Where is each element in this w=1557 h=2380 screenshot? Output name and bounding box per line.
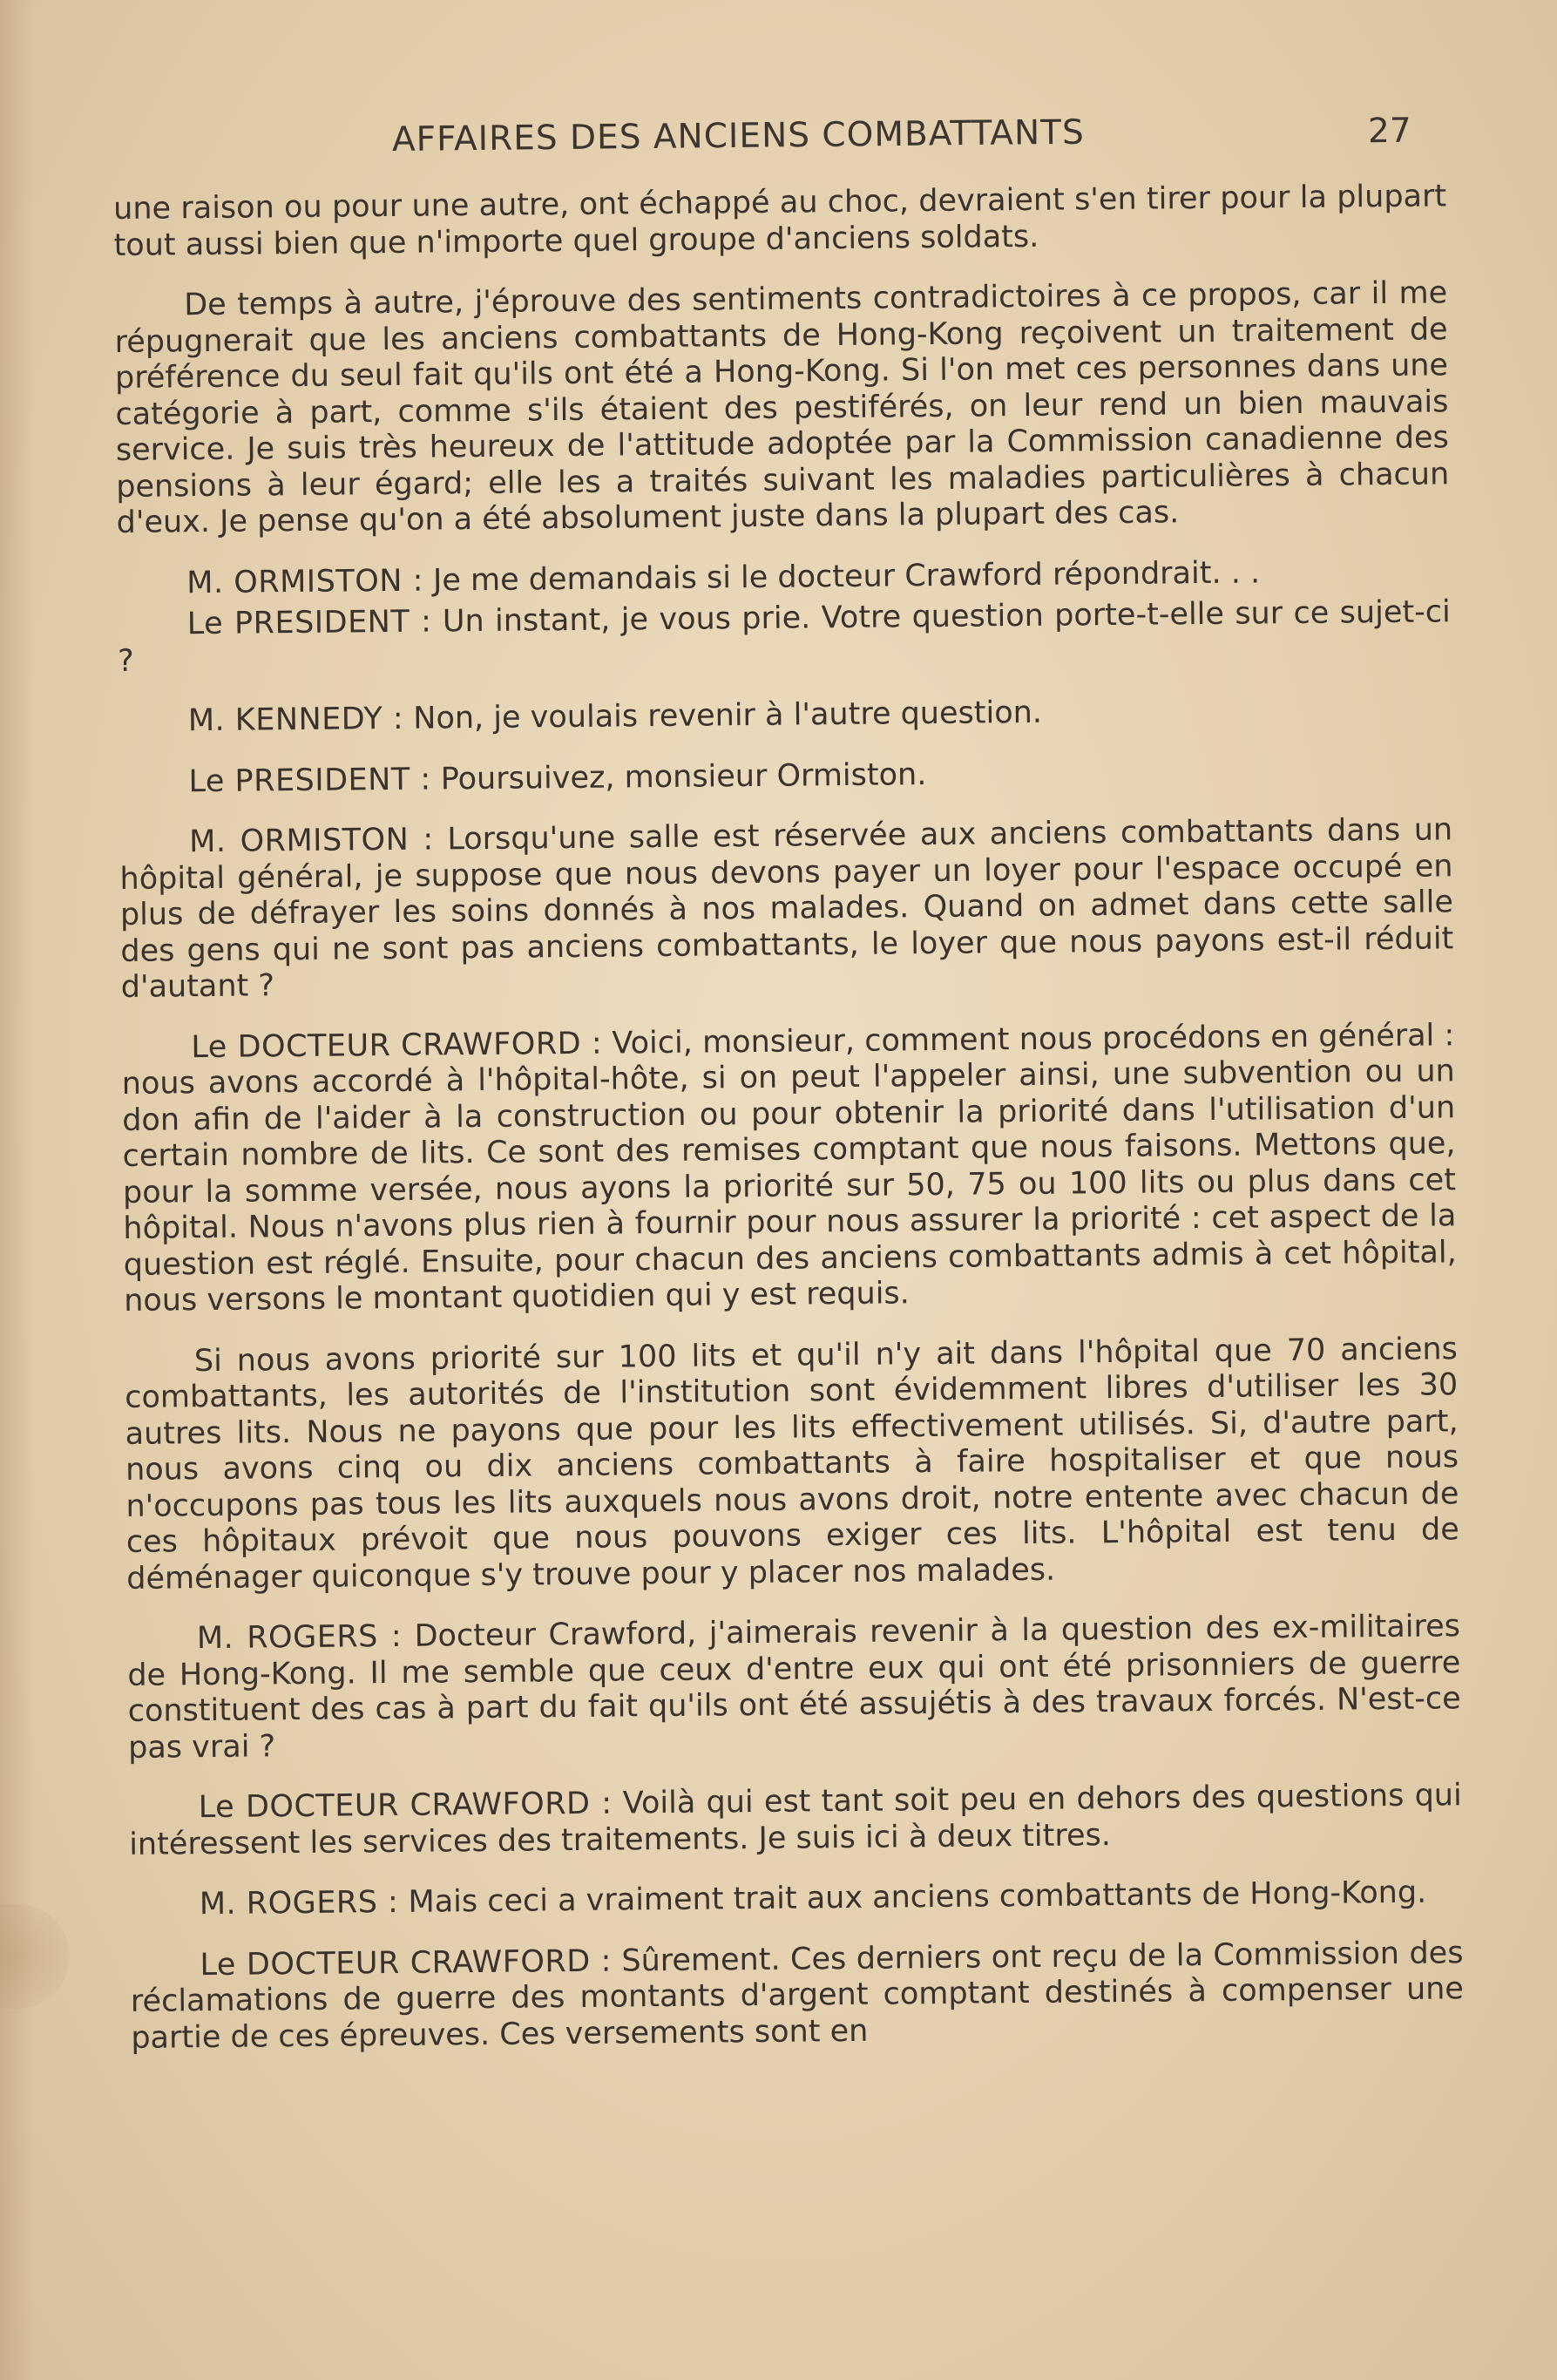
paragraph bbox=[125, 1332, 1460, 1597]
dialogue-paragraph bbox=[121, 1018, 1457, 1320]
paragraph-text: Non, je voulais revenir à l'autre question. bbox=[413, 695, 1043, 736]
speaker-name: Le DOCTEUR CRAWFORD : bbox=[200, 1943, 613, 1983]
dialogue-paragraph bbox=[118, 752, 1452, 801]
page-number: 27 bbox=[1368, 111, 1412, 152]
paragraph-text: Voici, monsieur, comment nous procédons en général : nous avons accordé à l'hôpital-hôte, si on peut l'appeler ainsi, une subvention ou un don afin de l'aider à la construction ou pour obtenir la priorité dans l'utilisation d'un certain nombre de lits. Ce sont des remises comptant que nous faisons. Mettons que, pour la somme versée, nous ayons la priorité sur 50, 75 ou 100 lits ou plus dans cet hôpital. Nous n'avons plus rien à fournir pour nous assurer la priorité : cet aspect de la question est réglé. Ensuite, pour chacun des anciens combattants admis à cet hôpital, nous versons le montant quotidien qui y est requis. bbox=[121, 1017, 1457, 1319]
speaker-name: Le PRESIDENT : bbox=[188, 762, 431, 799]
paragraph-text: Je me demandais si le docteur Crawford répondrait. . . bbox=[432, 554, 1261, 598]
paragraph-text: Voilà qui est tant soit peu en dehors des questions qui intéressent les services des traitements. Je suis ici à deux titres. bbox=[129, 1778, 1462, 1862]
paragraph-continuation bbox=[113, 179, 1447, 264]
speaker-name: M. ORMISTON : bbox=[186, 563, 424, 600]
speaker-name: M. ORMISTON : bbox=[188, 822, 434, 860]
paragraph-text: De temps à autre, j'éprouve des sentiments contradictoires à ce propos, car il me répugnerait que les anciens combattants de Hong-Kong reçoivent un traitement de préférence du seul fait qu'ils ont été a Hong-Kong. Si l'on met ces personnes dans une catégorie à part, comme s'ils étaient des pestiférés, on leur rend un bien mauvais service. Je suis très heureux de l'attitude adoptée par la Commission canadienne des pensions à leur égard; elle les a traités suivant les maladies particulières à chacun d'eux. Je pense qu'on a été absolument juste dans la plupart des cas. bbox=[114, 275, 1450, 540]
paragraph-text: Lorsqu'une salle est réservée aux anciens combattants dans un hôpital général, je suppose que nous devons payer un loyer pour l'espace occupé en plus de défrayer les soins donnés à nos malades. Quand on admet dans cette salle des gens qui ne sont pas anciens combattants, le loyer que nous payons est-il réduit d'autant ? bbox=[119, 812, 1454, 1005]
speaker-name: Le DOCTEUR CRAWFORD : bbox=[198, 1786, 613, 1826]
running-title: AFFAIRES DES ANCIENS COMBATTANTS bbox=[391, 112, 1085, 159]
page-header bbox=[122, 112, 1420, 164]
speaker-name: M. ROGERS : bbox=[196, 1618, 403, 1657]
paragraph-text: une raison ou pour une autre, ont échappé au choc, devraient s'en tirer pour la plupart tout aussi bien que n'importe quel groupe d'anciens soldats. bbox=[113, 179, 1447, 263]
speaker-name: M. ROGERS : bbox=[199, 1884, 399, 1922]
speaker-name: Le DOCTEUR CRAWFORD : bbox=[191, 1026, 603, 1065]
dialogue-paragraph bbox=[119, 812, 1454, 1006]
dialogue-paragraph bbox=[127, 1609, 1462, 1766]
speaker-name: M. KENNEDY : bbox=[187, 701, 404, 739]
paragraph-text: Mais ceci a vraiment trait aux anciens combattants de Hong-Kong. bbox=[408, 1875, 1427, 1920]
body-text bbox=[113, 179, 1465, 2081]
paragraph bbox=[114, 275, 1450, 541]
paragraph-text: Si nous avons priorité sur 100 lits et qu'il n'y ait dans l'hôpital que 70 anciens combattants, les autorités de l'institution sont évidemment libres d'utiliser les 30 autres lits. Nous ne payons que pour les lits effectivement utilisés. Si, d'autre part, nous avons cinq ou dix anciens combattants à faire hospitaliser et que nous n'occupons pas tous les lits auxquels nous avons droit, notre entente avec chacun de ces hôpitaux prévoit que nous pouvons exiger ces lits. L'hôpital est tenu de déménager quiconque s'y trouve pour y placer nos malades. bbox=[125, 1331, 1460, 1597]
dialogue-paragraph bbox=[118, 691, 1452, 740]
paragraph-text: Poursuivez, monsieur Ormiston. bbox=[440, 756, 927, 797]
binding-clip-mark bbox=[0, 1904, 70, 2009]
dialogue-paragraph bbox=[129, 1778, 1463, 1863]
dialogue-paragraph bbox=[118, 594, 1452, 680]
dialogue-paragraph bbox=[130, 1936, 1464, 2057]
dialogue-paragraph bbox=[130, 1875, 1463, 1923]
paragraph-text: Sûrement. Ces derniers ont reçu de la Commission des réclamations de guerre des montants d'argent comptant destinés à compenser une partie de ces épreuves. Ces versements sont en bbox=[130, 1935, 1465, 2056]
speaker-name: Le PRESIDENT : bbox=[186, 604, 432, 642]
paragraph-text: Un instant, je vous prie. Votre question porte-t-elle sur ce sujet-ci ? bbox=[117, 594, 1451, 679]
paragraph-text: Docteur Crawford, j'aimerais revenir à la question des ex-militaires de Hong-Kong. Il me semble que ceux d'entre eux qui ont été prisonniers de guerre constituent des cas à part du fait qu'ils ont été assujétis à des travaux forcés. N'est-ce pas vrai ? bbox=[127, 1609, 1461, 1766]
dialogue-paragraph bbox=[117, 553, 1450, 602]
